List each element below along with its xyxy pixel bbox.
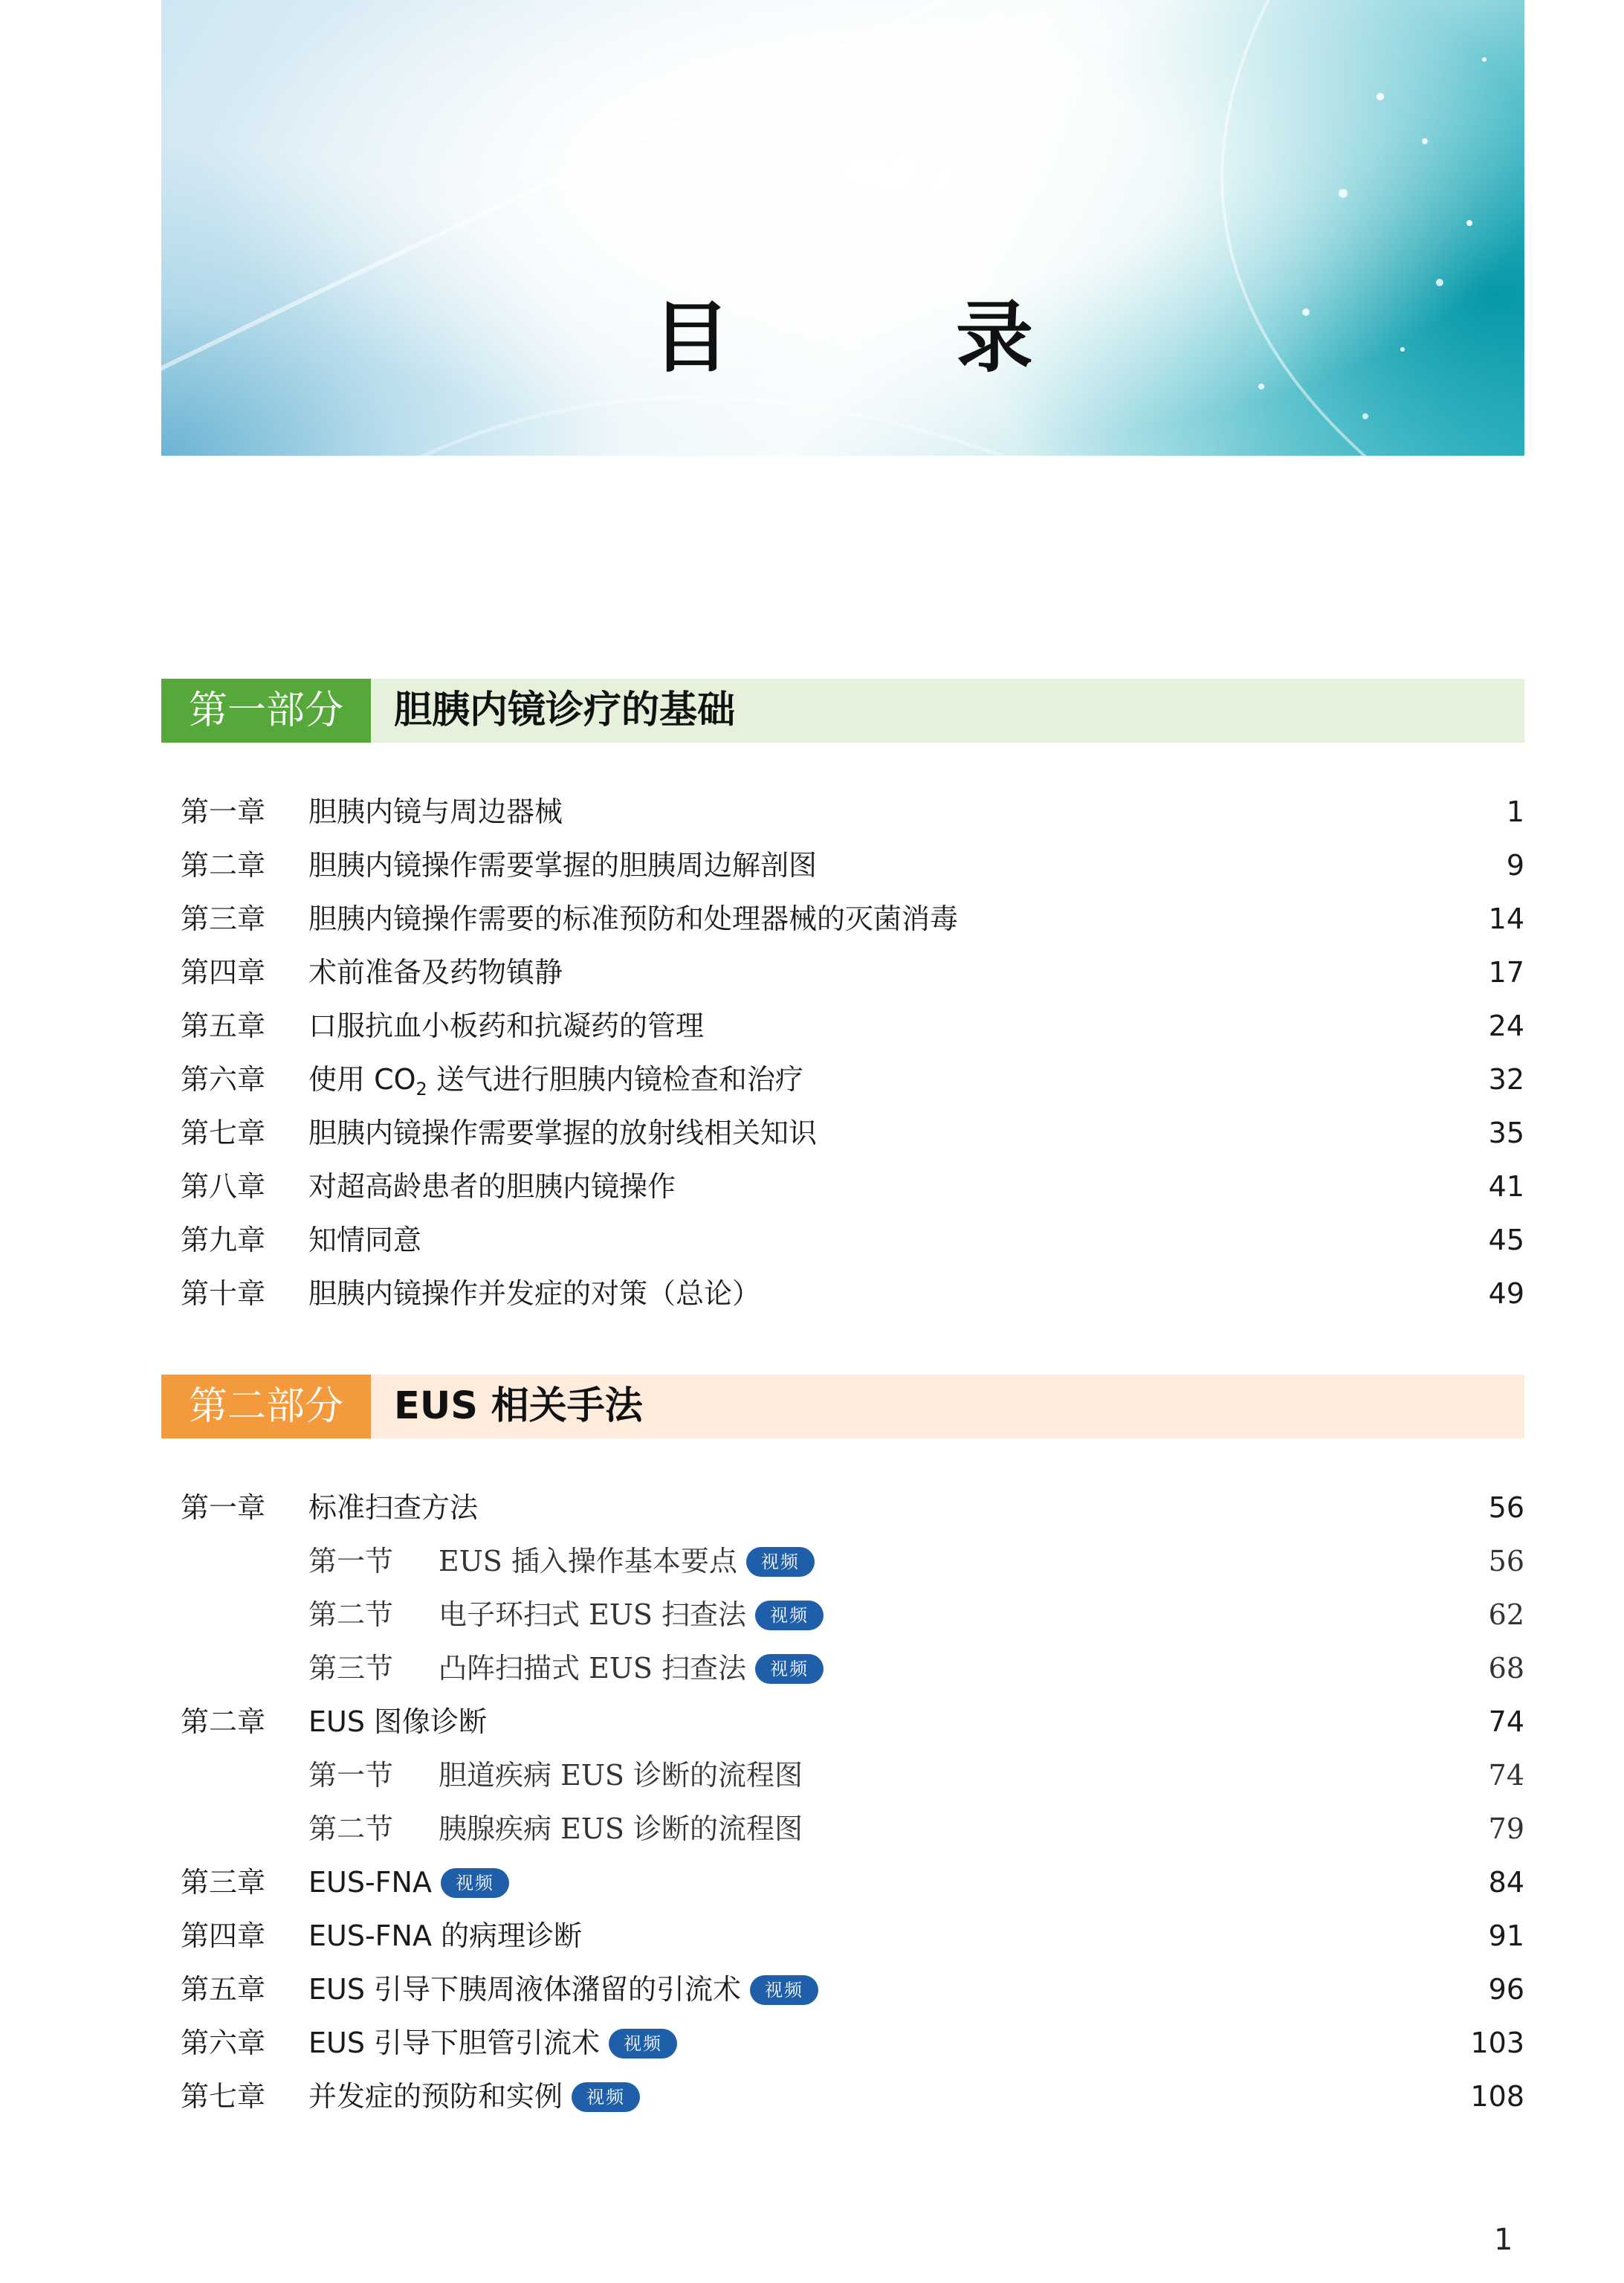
toc-row[interactable] bbox=[181, 1164, 1524, 1209]
chapter-title: 胆胰内镜操作需要掌握的放射线相关知识 bbox=[308, 1117, 818, 1149]
page-number: 14 bbox=[1488, 902, 1524, 935]
page-number: 84 bbox=[1488, 1866, 1524, 1899]
chapter-title-wrap bbox=[308, 2021, 677, 2065]
chapter-title: 标准扫查方法 bbox=[308, 1491, 479, 1524]
chapter-number: 第六章 bbox=[181, 2027, 266, 2059]
chapter-title: EUS-FNA bbox=[308, 1866, 432, 1899]
toc-row[interactable] bbox=[181, 1914, 1524, 1958]
page-number: 17 bbox=[1488, 956, 1524, 989]
section-title: EUS 插入操作基本要点 bbox=[439, 1545, 737, 1578]
chapter-title-wrap bbox=[308, 1860, 509, 1905]
video-badge[interactable]: 视频 bbox=[750, 1975, 818, 2005]
chapter-number: 第十章 bbox=[181, 1277, 266, 1310]
chapter-title: 对超高龄患者的胆胰内镜操作 bbox=[308, 1170, 676, 1203]
toc-row[interactable] bbox=[181, 1539, 1524, 1583]
toc-row[interactable] bbox=[181, 789, 1524, 834]
page-number: 9 bbox=[1506, 849, 1524, 882]
page-number: 1 bbox=[1506, 795, 1524, 828]
page-number: 32 bbox=[1488, 1063, 1524, 1096]
part-1-title: 胆胰内镜诊疗的基础 bbox=[394, 688, 736, 732]
page-number: 24 bbox=[1488, 1010, 1524, 1042]
toc-row[interactable] bbox=[181, 1271, 1524, 1316]
part-1-label: 第一部分 bbox=[161, 679, 371, 743]
toc-row[interactable] bbox=[181, 1057, 1524, 1102]
section-number: 第二节 bbox=[308, 1812, 394, 1845]
section-title-wrap bbox=[439, 1539, 815, 1583]
toc-row[interactable] bbox=[181, 2021, 1524, 2065]
page-number: 91 bbox=[1488, 1919, 1524, 1952]
page-number: 108 bbox=[1470, 2080, 1524, 2113]
section-title: 胆道疾病 EUS 诊断的流程图 bbox=[439, 1759, 803, 1792]
page-title: 目 录 bbox=[652, 291, 1107, 383]
chapter-title: 胆胰内镜与周边器械 bbox=[308, 795, 563, 828]
section-number: 第一节 bbox=[308, 1759, 394, 1792]
toc-row[interactable] bbox=[181, 1646, 1524, 1691]
chapter-title bbox=[308, 1057, 803, 1111]
chapter-title: EUS-FNA 的病理诊断 bbox=[308, 1919, 583, 1952]
toc-row[interactable] bbox=[181, 2074, 1524, 2119]
part-2-header bbox=[161, 1375, 1524, 1438]
page-number: 56 bbox=[1488, 1491, 1524, 1524]
video-badge[interactable]: 视频 bbox=[755, 1654, 824, 1684]
toc-row[interactable] bbox=[181, 1806, 1524, 1851]
page-number: 45 bbox=[1488, 1224, 1524, 1256]
chapter-title: EUS 引导下胰周液体潴留的引流术 bbox=[308, 1973, 742, 2006]
section-title: 凸阵扫描式 EUS 扫查法 bbox=[439, 1652, 746, 1685]
part-2-title: EUS 相关手法 bbox=[394, 1384, 643, 1428]
section-number: 第三节 bbox=[308, 1652, 394, 1685]
chapter-number: 第六章 bbox=[181, 1063, 266, 1096]
section-number: 第一节 bbox=[308, 1545, 394, 1578]
toc-row[interactable] bbox=[181, 1699, 1524, 1744]
toc-row[interactable] bbox=[181, 897, 1524, 941]
chapter-title: 术前准备及药物镇静 bbox=[308, 956, 563, 989]
toc-row[interactable] bbox=[181, 1860, 1524, 1905]
page-folio: 1 bbox=[1494, 2223, 1513, 2257]
part-2-label: 第二部分 bbox=[161, 1375, 371, 1438]
chapter-title-pre: 使用 CO bbox=[308, 1063, 416, 1096]
chapter-number: 第四章 bbox=[181, 956, 266, 989]
chapter-number: 第七章 bbox=[181, 1117, 266, 1149]
chapter-number: 第三章 bbox=[181, 1866, 266, 1899]
chapter-number: 第二章 bbox=[181, 1705, 266, 1738]
banner-decoration bbox=[161, 0, 1524, 456]
chapter-title: 并发症的预防和实例 bbox=[308, 2080, 563, 2113]
chapter-title: 口服抗血小板药和抗凝药的管理 bbox=[308, 1010, 705, 1042]
toc-row[interactable] bbox=[181, 1753, 1524, 1798]
toc-row[interactable] bbox=[181, 1004, 1524, 1048]
video-badge[interactable]: 视频 bbox=[572, 2082, 640, 2112]
video-badge[interactable]: 视频 bbox=[441, 1868, 509, 1898]
page-number: 68 bbox=[1488, 1652, 1524, 1685]
video-badge[interactable]: 视频 bbox=[609, 2029, 677, 2058]
chapter-title: 胆胰内镜操作需要掌握的胆胰周边解剖图 bbox=[308, 849, 818, 882]
video-badge[interactable]: 视频 bbox=[755, 1601, 824, 1630]
toc-row[interactable] bbox=[181, 1592, 1524, 1637]
chapter-number: 第二章 bbox=[181, 849, 266, 882]
chapter-number: 第七章 bbox=[181, 2080, 266, 2113]
chapter-title: 知情同意 bbox=[308, 1224, 422, 1256]
chapter-number: 第八章 bbox=[181, 1170, 266, 1203]
section-title: 电子环扫式 EUS 扫查法 bbox=[439, 1598, 746, 1631]
page-number: 79 bbox=[1488, 1812, 1524, 1845]
page-number: 49 bbox=[1488, 1277, 1524, 1310]
video-badge[interactable]: 视频 bbox=[746, 1547, 815, 1577]
chapter-title-post: 送气进行胆胰内镜检查和治疗 bbox=[427, 1063, 803, 1096]
chapter-number: 第五章 bbox=[181, 1973, 266, 2006]
chapter-title-wrap bbox=[308, 2074, 640, 2119]
chapter-title: EUS 引导下胆管引流术 bbox=[308, 2027, 601, 2059]
page-number: 62 bbox=[1488, 1598, 1524, 1631]
chapter-number: 第五章 bbox=[181, 1010, 266, 1042]
page-number: 103 bbox=[1470, 2027, 1524, 2059]
chapter-title-wrap bbox=[308, 1967, 818, 2012]
toc-row[interactable] bbox=[181, 950, 1524, 995]
chapter-title: EUS 图像诊断 bbox=[308, 1705, 488, 1738]
chapter-number: 第一章 bbox=[181, 1491, 266, 1524]
chapter-title: 胆胰内镜操作需要的标准预防和处理器械的灭菌消毒 bbox=[308, 902, 959, 935]
toc-row[interactable] bbox=[181, 1111, 1524, 1155]
section-title-wrap bbox=[439, 1646, 824, 1691]
subscript-2: 2 bbox=[415, 1079, 427, 1099]
page-number: 74 bbox=[1488, 1759, 1524, 1792]
chapter-number: 第一章 bbox=[181, 795, 266, 828]
chapter-number: 第三章 bbox=[181, 902, 266, 935]
page-number: 56 bbox=[1488, 1545, 1524, 1578]
toc-row[interactable] bbox=[181, 1485, 1524, 1530]
part-1-header bbox=[161, 679, 1524, 743]
page-number: 74 bbox=[1488, 1705, 1524, 1738]
chapter-number: 第九章 bbox=[181, 1224, 266, 1256]
section-number: 第二节 bbox=[308, 1598, 394, 1631]
toc-row[interactable] bbox=[181, 843, 1524, 888]
section-title-wrap bbox=[439, 1592, 824, 1637]
chapter-title: 胆胰内镜操作并发症的对策（总论） bbox=[308, 1277, 761, 1310]
toc-row[interactable] bbox=[181, 1218, 1524, 1262]
toc-row[interactable] bbox=[181, 1967, 1524, 2012]
page-number: 35 bbox=[1488, 1117, 1524, 1149]
chapter-number: 第四章 bbox=[181, 1919, 266, 1952]
header-banner bbox=[161, 0, 1524, 456]
page-number: 96 bbox=[1488, 1973, 1524, 2006]
section-title: 胰腺疾病 EUS 诊断的流程图 bbox=[439, 1812, 803, 1845]
page-number: 41 bbox=[1488, 1170, 1524, 1203]
